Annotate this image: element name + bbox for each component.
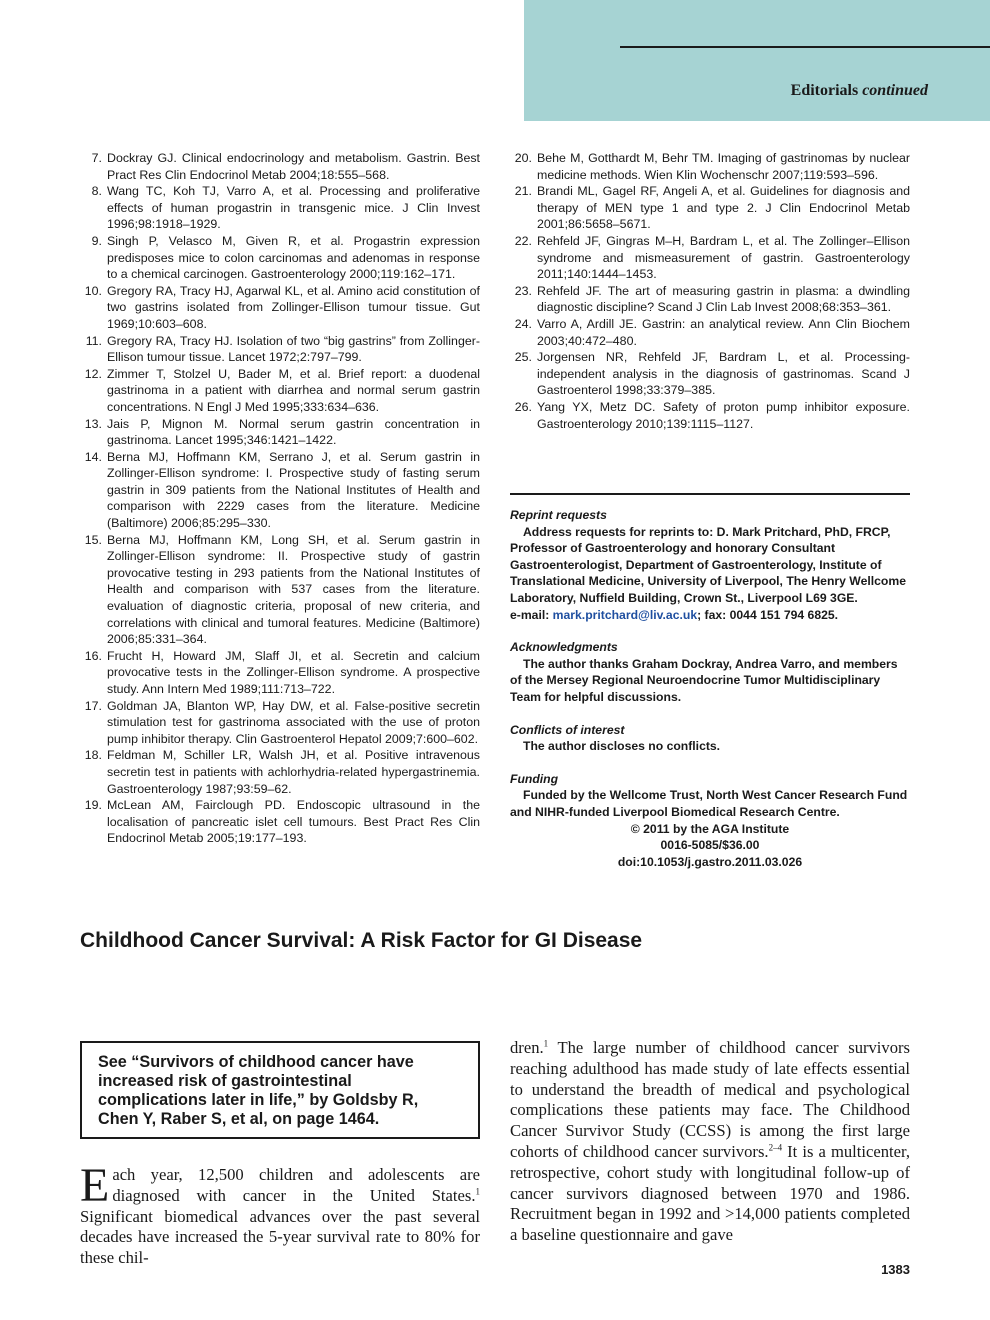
reference-item — [80, 648, 480, 698]
doi: doi:10.1053/j.gastro.2011.03.026 — [617, 854, 803, 869]
reference-text: Varro A, Ardill JE. Gastrin: an analytical review. Ann Clin Biochem 2003;40:472–480. — [537, 316, 910, 348]
header-band — [524, 0, 990, 121]
body-left-p1: ach year, 12,500 children and adolescents are diagnosed with cancer in the United States. — [112, 1165, 480, 1205]
reference-text: Goldman JA, Blanton WP, Hay DW, et al. False-positive secretin stimulation test for gastrinoma associated with the use of proton pump inhibitor therapy. Clin Gastroenterol Hepatol 2009;7:600–602. — [107, 698, 480, 746]
email-link[interactable]: mark.pritchard@liv.ac.uk — [552, 607, 698, 622]
reference-number: 20. — [514, 151, 532, 165]
reference-number: 11. — [85, 333, 102, 348]
reference-text: Behe M, Gotthardt M, Behr TM. Imaging of gastrinomas by nuclear medicine methods. Wien Klin Wochenschr 2007;119:593–596. — [537, 151, 910, 182]
reference-number: 15. — [84, 532, 102, 547]
reference-text: Brandi ML, Gagel RF, Angeli A, et al. Guidelines for diagnosis and therapy of MEN type 1 and type 2. J Clin Endocrinol Metab 2001;86:5658–5671. — [537, 184, 910, 232]
article-title: Childhood Cancer Survival: A Risk Factor for GI Disease — [80, 929, 643, 952]
reference-item — [510, 283, 910, 316]
reference-number: 17. — [84, 698, 102, 713]
reference-number: 18. — [84, 748, 102, 763]
reprint-address: Address requests for reprints to: D. Mark Pritchard, PhD, FRCP, Professor of Gastroenterology and honorary Consultant Gastroenterologist, Department of Gastroenterology, Institute of Translational Medicine, University of Liverpool, The Henry Wellcome Laboratory, Nuffield Building, Crown St., Liverpool L69 3GE. — [510, 524, 906, 605]
reference-number: 25. — [514, 350, 532, 365]
reference-number: 8. — [91, 184, 102, 199]
body-left-p2: Significant biomedical advances over the past several decades have increased the 5-year survival rate to 80% for these chil- — [80, 1206, 480, 1268]
reference-number: 14. — [84, 449, 102, 464]
body-text-right — [510, 1038, 910, 1246]
reference-item — [80, 183, 480, 233]
body-right-p1: dren. — [510, 1038, 544, 1057]
conflicts-body: The author discloses no conflicts. — [523, 739, 721, 754]
reprint-title: Reprint requests — [510, 508, 607, 522]
copyright: © 2011 by the AGA Institute — [630, 821, 790, 836]
running-header — [791, 82, 928, 100]
body-text-left — [80, 1159, 480, 1269]
reference-text: Rehfeld JF. The art of measuring gastrin in plasma: a dwindling diagnostic discipline? Scand J Clin Lab Invest 2008;68:353–361. — [537, 283, 910, 315]
drop-cap: E — [80, 1159, 110, 1212]
funding-body: Funded by the Wellcome Trust, North West Cancer Research Fund and NIHR-funded Liverpool Biomedical Research Centre. — [510, 788, 908, 819]
reference-text: Frucht H, Howard JM, Slaff JI, et al. Secretin and calcium provocative tests in the Zollinger-Ellison syndrome. A prospective study. Ann Intern Med 1989;111:713–722. — [107, 648, 480, 696]
reference-item — [80, 150, 480, 183]
reference-item — [80, 532, 480, 648]
reference-text: Zimmer T, Stolzel U, Bader M, et al. Brief report: a duodenal gastrinoma in a patient with diarrhea and normal serum gastrin concentrations. N Engl J Med 1995;333:634–636. — [107, 366, 480, 414]
reference-item — [80, 233, 480, 283]
page-number: 1383 — [881, 1262, 910, 1277]
reference-number: 26. — [514, 399, 532, 414]
conflicts-title: Conflicts of interest — [510, 722, 625, 737]
reference-item — [80, 283, 480, 333]
funding-title: Funding — [510, 771, 559, 786]
reference-item — [80, 366, 480, 416]
reference-number: 13. — [84, 416, 102, 431]
header-rule — [620, 46, 990, 48]
reference-text: Berna MJ, Hoffmann KM, Serrano J, et al. Serum gastrin in Zollinger-Ellison syndrome: I. Prospective study of fasting serum gastrin in 309 patients from the National Institutes of Health and comparison with 2229 cases from the literature. Medicine (Baltimore) 2006;85:295–330. — [107, 449, 480, 531]
section-label: Editorials — [790, 82, 859, 99]
fax-number: ; fax: 0044 151 794 6825. — [697, 607, 839, 622]
reference-item — [510, 233, 910, 283]
body-right-p3: It is a multicenter, retrospective, cohort study with longitudinal follow-up of cancer survivors diagnosed between 1970 and 1986. Recruitment began in 1992 and >14,000 patients completed a baseline questionnaire and gave — [510, 1141, 910, 1245]
reference-list-left — [80, 150, 480, 847]
reference-text: Yang YX, Metz DC. Safety of proton pump inhibitor exposure. Gastroenterology 2010;139:1115–1127. — [537, 399, 910, 431]
reference-item — [80, 698, 480, 748]
continued-label: continued — [862, 82, 928, 99]
reference-number: 10. — [84, 283, 102, 298]
reference-item — [80, 747, 480, 797]
reference-number: 19. — [84, 798, 102, 813]
reference-text: McLean AM, Fairclough PD. Endoscopic ultrasound in the localisation of pancreatic islet cell tumours. Best Pract Res Clin Endocrinol Metab 2005;19:177–193. — [107, 798, 480, 846]
reference-text: Jorgensen NR, Rehfeld JF, Bardram L, et al. Processing-independent analysis in the diagnosis of gastrinomas. Scand J Gastroenterol 1998;33:379–385. — [537, 350, 910, 398]
reference-item — [80, 416, 480, 449]
email-label: e-mail: — [510, 607, 553, 622]
reference-number: 16. — [84, 648, 102, 663]
reference-text: Wang TC, Koh TJ, Varro A, et al. Processing and proliferative effects of human progastrin in transgenic mice. J Clin Invest 1996;98:1918–1929. — [107, 184, 480, 232]
reference-item — [510, 183, 910, 233]
reference-number: 9. — [91, 233, 102, 248]
citation-sup: 1 — [475, 1186, 480, 1197]
reference-item — [510, 349, 910, 399]
body-right-p2: The large number of childhood cancer survivors reaching adulthood has made study of late effects essential to understand the breadth of medical and psychological complications these patients may face. The Childhood Cancer Survivor Study (CCSS) is among the first large cohorts of childhood cancer survivors. — [510, 1038, 910, 1161]
reference-text: Gregory RA, Tracy HJ, Agarwal KL, et al. Amino acid constitution of two gastrins isolated from Zollinger-Ellison tumour tissue. Gut 1969;10:603–608. — [107, 283, 480, 331]
reference-item — [510, 316, 910, 349]
reference-number: 21. — [514, 184, 532, 199]
reference-text: Rehfeld JF, Gingras M–H, Bardram L, et al. The Zollinger–Ellison syndrome and mismeasurement of gastrin. Gastroenterology 2011;140:1444–1453. — [537, 233, 910, 282]
ack-body: The author thanks Graham Dockray, Andrea Varro, and members of the Mersey Regional Neuroendocrine Tumor Multidisciplinary Team for helpful discussions. — [510, 656, 898, 704]
reference-item — [80, 449, 480, 532]
reference-text: Gregory RA, Tracy HJ. Isolation of two “big gastrins” from Zollinger-Ellison tumour tissue. Lancet 1972;2:797–799. — [107, 333, 480, 365]
reference-number: 23. — [514, 283, 532, 298]
reference-text: Berna MJ, Hoffmann KM, Long SH, et al. Serum gastrin in Zollinger-Ellison syndrome: II. Prospective study of gastrin provocative testing in 293 patients from the National Institutes of Health and comparison with 537 cases from the literature. evaluation of diagnostic criteria, proposal of new criteria, and correlations with clinical and tumoral features. Medicine (Baltimore) 2006;85:331–364. — [107, 532, 480, 647]
reference-item — [510, 399, 910, 432]
reference-text: Dockray GJ. Clinical endocrinology and metabolism. Gastrin. Best Pract Res Clin Endocrinol Metab 2004;18:555–568. — [107, 151, 480, 182]
reference-number: 7. — [91, 151, 102, 165]
reference-number: 22. — [514, 233, 532, 248]
reference-item — [510, 150, 910, 183]
reference-text: Singh P, Velasco M, Given R, et al. Progastrin expression predisposes mice to colon carcinomas and adenomas in response to a chemical carcinogen. Gastroenterology 2000;119:162–171. — [107, 233, 480, 282]
reference-number: 24. — [514, 316, 532, 331]
see-also-box: See “Survivors of childhood cancer have increased risk of gastrointestinal complications later in life,” by Goldsby R, Chen Y, Raber S, et al, on page 1464. — [80, 1041, 480, 1139]
reference-number: 12. — [84, 366, 102, 381]
citation-sup: 1 — [543, 1038, 549, 1049]
ack-title: Acknowledgments — [510, 640, 618, 655]
article-info — [510, 493, 910, 870]
issn: 0016-5085/$36.00 — [660, 838, 760, 853]
reference-item — [80, 333, 480, 366]
citation-sup: 2–4 — [768, 1142, 783, 1153]
reference-list-right — [510, 150, 910, 432]
reference-item — [80, 797, 480, 847]
reference-text: Feldman M, Schiller LR, Walsh JH, et al. Positive intravenous secretin test in patients with achlorhydria-related hypergastrinemia. Gastroenterology 1987;93:59–62. — [107, 748, 480, 796]
reference-text: Jais P, Mignon M. Normal serum gastrin concentration in gastrinoma. Lancet 1995;346:1421–1422. — [107, 416, 480, 448]
reprint-body — [510, 524, 910, 624]
